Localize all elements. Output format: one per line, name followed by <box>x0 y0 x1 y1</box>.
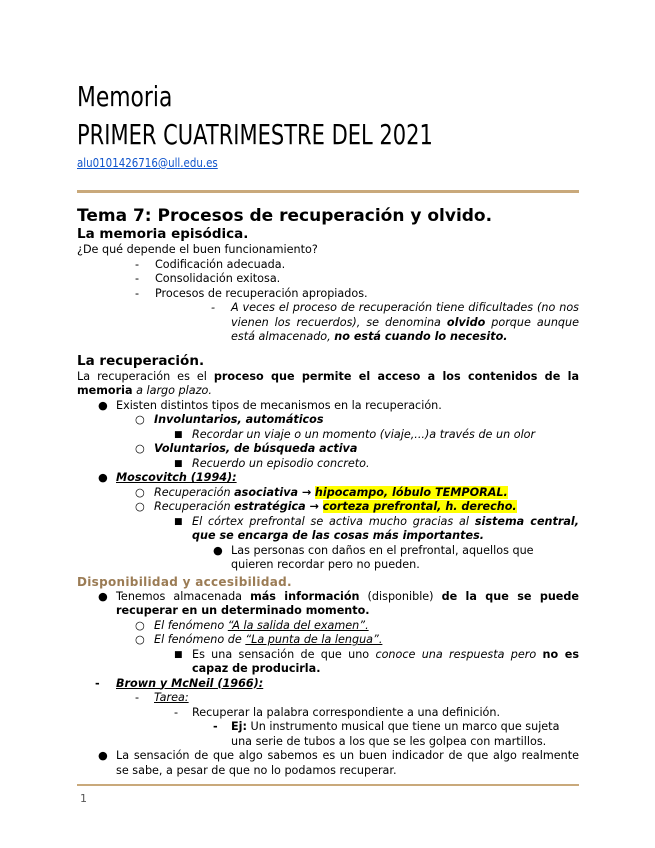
list-item: ● Existen distintos tipos de mecanismos en la recuperación. <box>98 398 442 412</box>
disc-bullet: ● <box>98 589 108 603</box>
square-bullet: ■ <box>174 429 183 440</box>
circle-bullet: ○ <box>135 413 145 426</box>
disc-bullet: ● <box>213 543 223 557</box>
list-item: ○ Involuntarios, automáticos <box>135 413 324 426</box>
list-item: ■ Es una sensación de que uno conoce una respuesta pero no es capaz de producirla. <box>174 647 580 675</box>
circle-bullet: ○ <box>135 633 145 646</box>
list-item: - Codificación adecuada. <box>135 257 286 271</box>
list-item: - Ej: Un instrumento musical que tiene un marco que sujeta una serie de tubos a los que se les golpea con martillos. <box>213 720 560 748</box>
circle-bullet: ○ <box>135 618 145 632</box>
list-item: - Procesos de recuperación apropiados. <box>135 286 368 300</box>
square-bullet: ■ <box>174 516 183 527</box>
circle-bullet: ○ <box>135 442 145 455</box>
list-item: ■ Recuerdo un episodio concreto. <box>174 456 370 470</box>
disc-bullet: ● <box>98 749 108 762</box>
dash-bullet: - <box>211 301 216 314</box>
list-item: ● La sensación de que algo sabemos es un buen indicador de que algo realmente se sabe, a pesar de que no lo podamos recuperar. <box>98 749 579 777</box>
section-heading-episodica: La memoria episódica. <box>77 226 249 242</box>
list-item: ○ Voluntarios, de búsqueda activa <box>135 442 358 455</box>
section-heading-recuperacion: La recuperación. <box>77 352 205 369</box>
circle-bullet: ○ <box>135 500 145 513</box>
list-item: ○ Recuperación estratégica → corteza prefrontal, h. derecho. <box>135 500 517 513</box>
doc-title: Memoria <box>77 80 173 113</box>
list-item: - Brown y McNeil (1966): <box>95 676 264 690</box>
dash-bullet: - <box>135 286 140 300</box>
dash-bullet: - <box>174 705 179 719</box>
topic-heading: Tema 7: Procesos de recuperación y olvido. <box>77 206 493 226</box>
square-bullet: ■ <box>174 649 183 660</box>
dash-bullet: - <box>135 272 140 285</box>
disc-bullet: ● <box>98 398 108 412</box>
dash-bullet: - <box>135 257 140 271</box>
dash-bullet: - <box>95 676 100 690</box>
square-bullet: ■ <box>174 458 183 469</box>
list-item: ● Las personas con daños en el prefrontal, aquellos que quieren recordar pero no pueden. <box>213 543 534 571</box>
list-item: ■ El córtex prefrontal se activa mucho gracias al sistema central, que se encarga de las cosas más importantes. <box>174 514 579 542</box>
circle-bullet: ○ <box>135 485 145 499</box>
list-item-note: - A veces el proceso de recuperación tiene dificultades (no nos vienen los recuerdos), se denomina olvido porque aunque está almacenado, no está cuando lo necesito. <box>211 301 579 343</box>
list-item: ○ El fenómeno “A la salida del examen”. <box>135 618 369 632</box>
section-heading-disponibilidad: Disponibilidad y accesibilidad. <box>77 574 292 589</box>
paragraph-definition: La recuperación es el proceso que permite el acceso a los contenidos de la memoria a largo plazo. <box>77 369 579 397</box>
list-item: - Consolidación exitosa. <box>135 272 281 285</box>
doc-subtitle: PRIMER CUATRIMESTRE DEL 2021 <box>77 118 433 151</box>
list-item: - Recuperar la palabra correspondiente a una definición. <box>174 705 501 719</box>
footer-divider <box>77 784 579 786</box>
dash-bullet: - <box>213 720 218 733</box>
dash-bullet: - <box>135 691 140 704</box>
list-item: - Tarea: <box>135 691 189 704</box>
disc-bullet: ● <box>98 471 108 484</box>
email-link[interactable]: alu0101426716@ull.edu.es <box>77 155 218 170</box>
list-item: ○ Recuperación asociativa → hipocampo, lóbulo TEMPORAL. <box>135 485 508 499</box>
doc-body <box>77 206 579 778</box>
list-item: ○ El fenómeno de “La punta de la lengua”. <box>135 633 383 646</box>
question-text: ¿De qué depende el buen funcionamiento? <box>77 243 318 256</box>
page-number: 1 <box>80 792 87 805</box>
header-divider <box>77 190 579 193</box>
list-item: ● Tenemos almacenada más información (disponible) de la que se puede recuperar en un determinado momento. <box>98 589 579 617</box>
list-item: ● Moscovitch (1994): <box>98 471 237 484</box>
list-item: ■ Recordar un viaje o un momento (viaje,...)a través de un olor <box>174 427 536 441</box>
